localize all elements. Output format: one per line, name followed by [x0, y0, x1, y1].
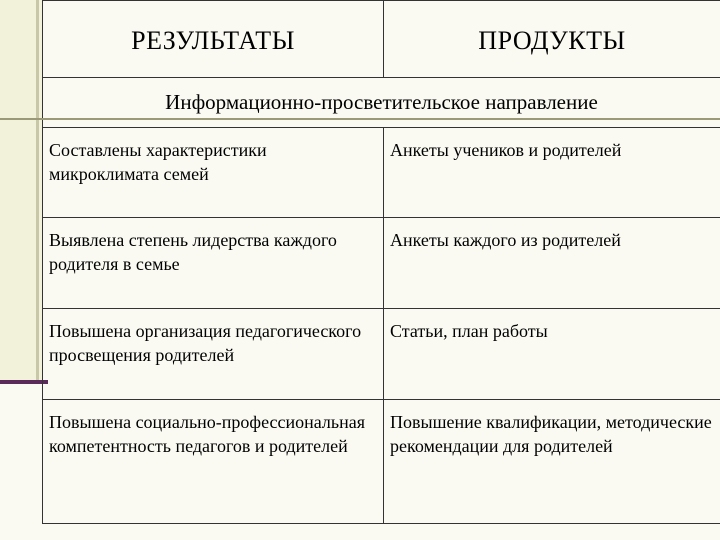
results-products-table — [42, 0, 720, 524]
table-row — [43, 127, 720, 218]
table-row — [43, 218, 720, 309]
results-header-text: РЕЗУЛЬТАТЫ — [131, 25, 295, 55]
result-cell: Выявлена степень лидерства каждого родителя в семье — [43, 218, 384, 309]
table-row — [43, 399, 720, 523]
result-cell: Повышена социально-профессиональная компетентность педагогов и родителей — [43, 399, 384, 523]
products-header-text: ПРОДУКТЫ — [478, 25, 626, 55]
decorative-left-line — [36, 0, 39, 382]
result-cell: Составлены характеристики микроклимата семей — [43, 127, 384, 218]
product-cell: Анкеты каждого из родителей — [384, 218, 720, 309]
table-header-row — [43, 1, 720, 78]
result-cell: Повышена организация педагогического просвещения родителей — [43, 308, 384, 399]
product-cell: Анкеты учеников и родителей — [384, 127, 720, 218]
section-title: Информационно-просветительское направление — [43, 77, 720, 127]
table-row — [43, 308, 720, 399]
results-column-header — [43, 1, 384, 78]
decorative-horizontal-rule — [0, 118, 720, 120]
results-products-table-container — [42, 0, 720, 524]
decorative-accent-line — [0, 380, 48, 384]
product-cell: Статьи, план работы — [384, 308, 720, 399]
products-column-header — [384, 1, 720, 78]
product-cell: Повышение квалификации, методические рекомендации для родителей — [384, 399, 720, 523]
